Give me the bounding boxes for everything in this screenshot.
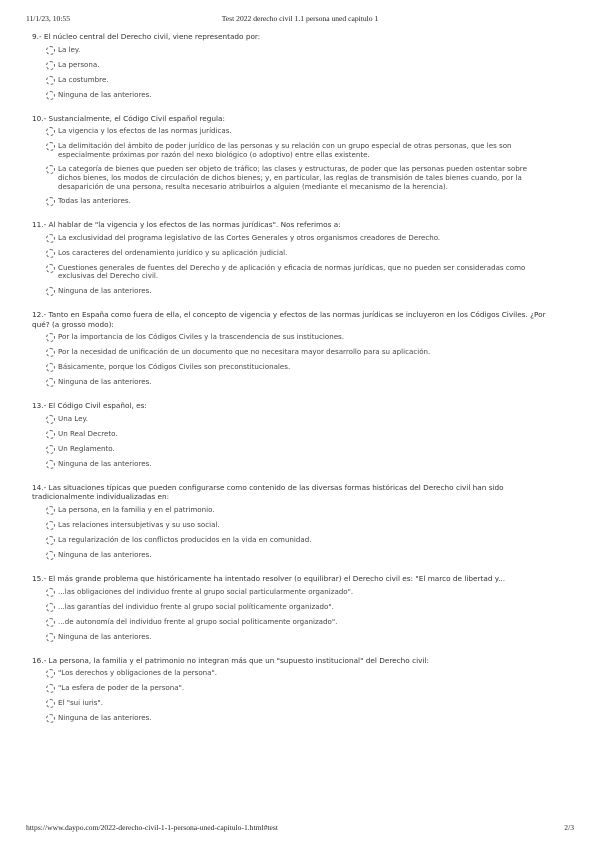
answer-option-label: Por la necesidad de unificación de un documento que no necesitara mayor desarrollo para su aplicación. — [58, 347, 431, 357]
answer-option-label: ...las obligaciones del individuo frente al grupo social particularmente organizado". — [58, 586, 354, 596]
question-block — [32, 114, 557, 207]
radio-button-icon[interactable] — [46, 165, 55, 174]
answer-option-label: El "sui iuris". — [58, 698, 103, 708]
answer-option[interactable] — [46, 197, 557, 206]
answer-option-label: Ninguna de las anteriores. — [58, 713, 152, 723]
print-datetime: 11/1/23, 10:55 — [26, 14, 71, 23]
answer-option-label: Ninguna de las anteriores. — [58, 89, 152, 99]
answer-option[interactable] — [46, 506, 557, 515]
answer-option[interactable] — [46, 91, 557, 100]
radio-button-icon[interactable] — [46, 46, 55, 55]
radio-button-icon[interactable] — [46, 430, 55, 439]
answer-option-label: Ninguna de las anteriores. — [58, 458, 152, 468]
question-block — [32, 32, 557, 100]
radio-button-icon[interactable] — [46, 699, 55, 708]
radio-button-icon[interactable] — [46, 684, 55, 693]
answer-option-label: Ninguna de las anteriores. — [58, 377, 152, 387]
answer-option[interactable] — [46, 363, 557, 372]
question-block — [32, 483, 557, 560]
answer-option[interactable] — [46, 699, 557, 708]
answer-option-label: Un Reglamento. — [58, 443, 115, 453]
radio-button-icon[interactable] — [46, 415, 55, 424]
question-text: 15.- El más grande problema que históricamente ha intentado resolver (o equilibrar) el Derecho civil es: "El marco de libertad y... — [32, 573, 506, 583]
answer-option-label: Ninguna de las anteriores. — [58, 631, 152, 641]
radio-button-icon[interactable] — [46, 197, 55, 206]
radio-button-icon[interactable] — [46, 633, 55, 642]
answer-option-label: La ley. — [58, 44, 81, 54]
answer-option-label: La regularización de los conflictos producidos en la vida en comunidad. — [58, 534, 312, 544]
radio-button-icon[interactable] — [46, 348, 55, 357]
answer-option-label: ...las garantías del individuo frente al grupo social políticamente organizado". — [58, 601, 334, 611]
radio-button-icon[interactable] — [46, 234, 55, 243]
answer-option[interactable] — [46, 378, 557, 387]
answer-option[interactable] — [46, 633, 557, 642]
answer-option[interactable] — [46, 142, 557, 159]
radio-button-icon[interactable] — [46, 460, 55, 469]
answer-option-label: La categoría de bienes que pueden ser objeto de tráfico; las clases y estructuras, de poder que las personas pueden ostentar sobre dichos bienes, los modos de circulación de dichos bienes; y, en particular, las reglas de transmisión de tales bienes cuando, por la desaparición de una persona, resulta necesario atribuirlos a alguien (mediante el mecanismo de la herencia). — [58, 164, 527, 191]
radio-button-icon[interactable] — [46, 669, 55, 678]
answer-option-label: Cuestiones generales de fuentes del Derecho y de aplicación y eficacia de normas jurídicas, que no pueden ser consideradas como exclusivas del Derecho civil. — [58, 262, 526, 281]
answer-option[interactable] — [46, 536, 557, 545]
print-footer — [0, 823, 600, 835]
question-block — [32, 574, 557, 642]
radio-button-icon[interactable] — [46, 61, 55, 70]
answer-option-label: La persona, en la familia y en el patrimonio. — [58, 504, 215, 514]
question-text: 11.- Al hablar de "la vigencia y los efectos de las normas jurídicas". Nos referimos a: — [32, 220, 341, 230]
answer-option[interactable] — [46, 714, 557, 723]
question-text: 12.- Tanto en España como fuera de ella, el concepto de vigencia y efectos de las normas jurídicas se incluyeron en los Códigos Civiles. ¿Por qué? (a grosso modo): — [32, 309, 546, 329]
answer-option[interactable] — [46, 460, 557, 469]
answer-option-label: Por la importancia de los Códigos Civiles y la trascendencia de sus instituciones. — [58, 332, 345, 342]
answer-option-label: Una Ley. — [58, 413, 88, 423]
radio-button-icon[interactable] — [46, 445, 55, 454]
question-block — [32, 310, 557, 387]
answer-option-label: Las relaciones intersubjetivas y su uso social. — [58, 519, 220, 529]
answer-option-label: Ninguna de las anteriores. — [58, 285, 152, 295]
question-block — [32, 220, 557, 296]
question-block — [32, 656, 557, 724]
answer-option[interactable] — [46, 618, 557, 627]
answer-option[interactable] — [46, 669, 557, 678]
answer-option[interactable] — [46, 287, 557, 296]
answer-option[interactable] — [46, 588, 557, 597]
question-block — [32, 401, 557, 469]
answer-option[interactable] — [46, 46, 557, 55]
radio-button-icon[interactable] — [46, 249, 55, 258]
answer-option[interactable] — [46, 603, 557, 612]
radio-button-icon[interactable] — [46, 506, 55, 515]
answer-option[interactable] — [46, 445, 557, 454]
radio-button-icon[interactable] — [46, 588, 55, 597]
answer-option[interactable] — [46, 264, 557, 281]
answer-option[interactable] — [46, 521, 557, 530]
print-url: https://www.daypo.com/2022-derecho-civil-1-1-persona-uned-capitulo-1.html#test — [26, 823, 278, 832]
radio-button-icon[interactable] — [46, 264, 55, 273]
answer-option-label: La delimitación del ámbito de poder jurídico de las personas y su relación con un grupo especial de otras personas, que les son especialmente próximas por razón del nexo biológico (o adoptivo) entre ellas existente. — [58, 141, 512, 159]
question-text: 13.- El Código Civil español, es: — [32, 401, 147, 411]
radio-button-icon[interactable] — [46, 76, 55, 85]
question-text: 14.- Las situaciones típicas que pueden configurarse como contenido de las diversas formas históricas del Derecho civil han sido tradicionalmente individualizadas en: — [32, 482, 504, 502]
print-header — [0, 14, 600, 26]
answer-option-label: La persona. — [58, 59, 100, 69]
question-text: 16.- La persona, la familia y el patrimonio no integran más que un "supuesto institucional" del Derecho civil: — [32, 655, 429, 665]
answer-option-label: ...de autonomía del individuo frente al grupo social políticamente organizado". — [58, 616, 338, 626]
answer-option[interactable] — [46, 127, 557, 136]
answer-option[interactable] — [46, 234, 557, 243]
answer-option[interactable] — [46, 333, 557, 342]
answer-option[interactable] — [46, 415, 557, 424]
answer-option[interactable] — [46, 165, 557, 191]
print-title: Test 2022 derecho civil 1.1 persona uned capitulo 1 — [221, 14, 379, 23]
page-number: 2/3 — [564, 823, 574, 832]
question-list — [32, 32, 557, 737]
radio-button-icon[interactable] — [46, 603, 55, 612]
answer-option-label: Los caracteres del ordenamiento jurídico y su aplicación judicial. — [58, 247, 288, 257]
answer-option-label: La vigencia y los efectos de las normas jurídicas. — [58, 126, 232, 136]
answer-option-label: La costumbre. — [58, 74, 109, 84]
answer-option[interactable] — [46, 76, 557, 85]
radio-button-icon[interactable] — [46, 378, 55, 387]
radio-button-icon[interactable] — [46, 521, 55, 530]
radio-button-icon[interactable] — [46, 618, 55, 627]
question-text: 10.- Sustancialmente, el Código Civil español regula: — [32, 113, 225, 123]
radio-button-icon[interactable] — [46, 551, 55, 560]
radio-button-icon[interactable] — [46, 333, 55, 342]
answer-option-label: Ninguna de las anteriores. — [58, 549, 152, 559]
answer-option-label: "La esfera de poder de la persona". — [58, 683, 185, 693]
answer-option-label: La exclusividad del programa legislativo de las Cortes Generales y otros organismos creadores de Derecho. — [58, 232, 441, 242]
answer-option[interactable] — [46, 551, 557, 560]
question-text: 9.- El núcleo central del Derecho civil, viene representado por: — [32, 32, 261, 41]
radio-button-icon[interactable] — [46, 142, 55, 151]
answer-option-label: Básicamente, porque los Códigos Civiles son preconstitucionales. — [58, 362, 291, 372]
answer-option[interactable] — [46, 249, 557, 258]
radio-button-icon[interactable] — [46, 536, 55, 545]
answer-option[interactable] — [46, 684, 557, 693]
answer-option[interactable] — [46, 348, 557, 357]
radio-button-icon[interactable] — [46, 287, 55, 296]
answer-option[interactable] — [46, 61, 557, 70]
answer-option[interactable] — [46, 430, 557, 439]
radio-button-icon[interactable] — [46, 714, 55, 723]
radio-button-icon[interactable] — [46, 127, 55, 136]
answer-option-label: Un Real Decreto. — [58, 428, 118, 438]
radio-button-icon[interactable] — [46, 363, 55, 372]
answer-option-label: Todas las anteriores. — [58, 196, 131, 206]
answer-option-label: "Los derechos y obligaciones de la persona". — [58, 668, 218, 678]
radio-button-icon[interactable] — [46, 91, 55, 100]
